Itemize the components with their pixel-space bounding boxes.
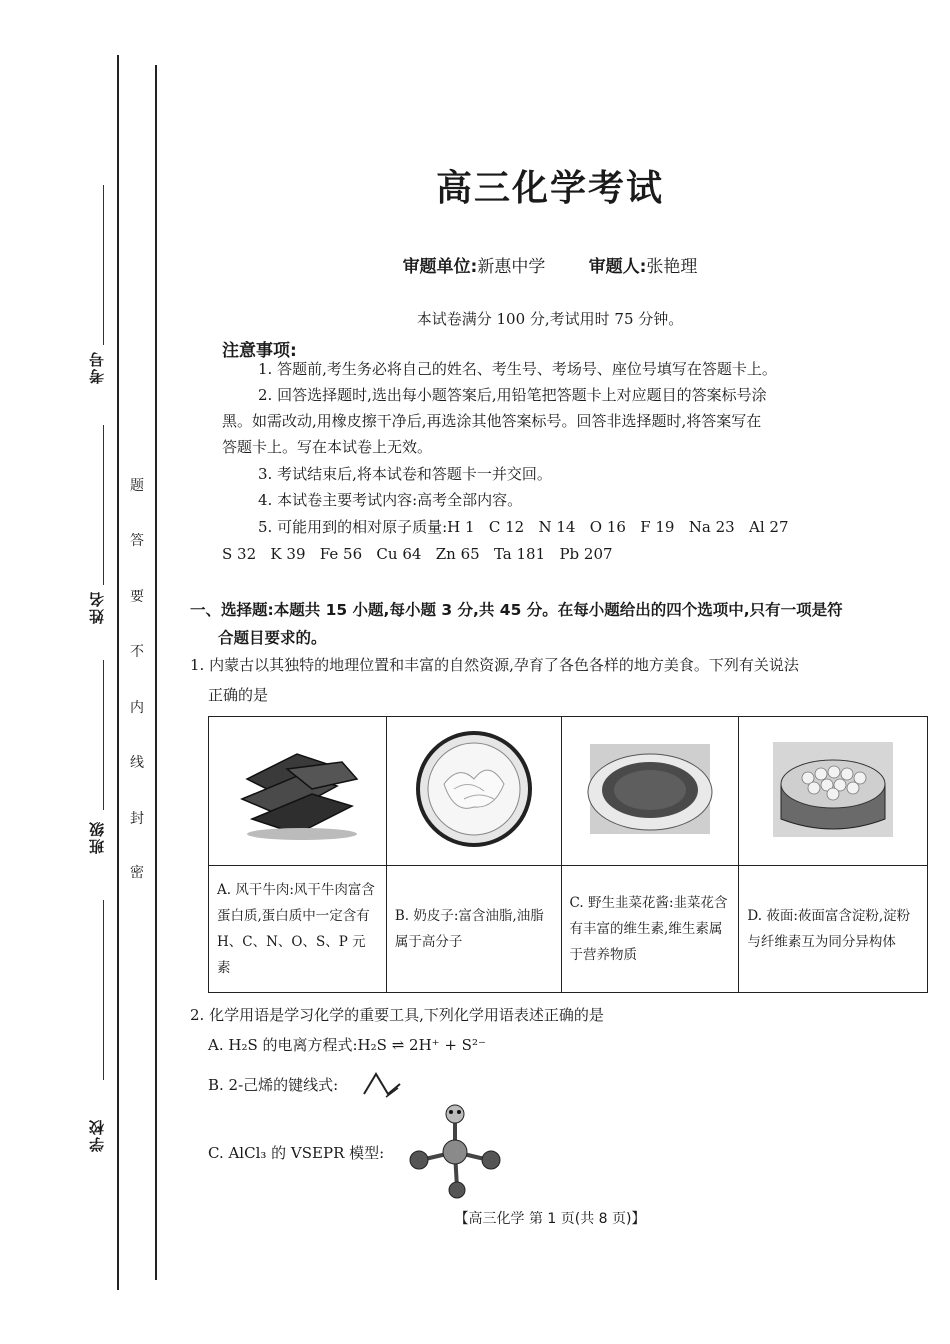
oat-noodle-steamer-image (763, 734, 903, 844)
seal-char: 题 (130, 478, 144, 494)
notice-heading: 注意事项: (222, 341, 297, 361)
food-image-milk-skin (386, 717, 561, 866)
q2-option-a: A. H₂S 的电离方程式:H₂S ⇌ 2H⁺ + S²⁻ (208, 1036, 486, 1054)
food-image-chive-sauce (561, 717, 739, 866)
seal-char: 要 (130, 589, 144, 605)
notice-item: 3. 考试结束后,将本试卷和答题卡一并交回。 (258, 465, 552, 483)
section-heading (190, 596, 930, 652)
name-label: 姓名 (88, 590, 106, 624)
school-blank (103, 900, 104, 1080)
notice-item: 1. 答题前,考生务必将自己的姓名、考生号、考场号、座位号填写在答题卡上。 (258, 360, 777, 378)
reviewer-unit-label: 审题单位: (402, 257, 478, 277)
q1-option-d: D. 莜面:莜面富含淀粉,淀粉与纤维素互为同分异构体 (739, 866, 928, 993)
q2-option-c: C. AlCl₃ 的 VSEPR 模型: (208, 1144, 385, 1162)
notice-item: 4. 本试卷主要考试内容:高考全部内容。 (258, 491, 523, 509)
page-footer: 【高三化学 第 1 页(共 8 页)】 (454, 1211, 646, 1227)
school-label: 学校 (88, 1118, 106, 1152)
class-label: 班级 (88, 820, 106, 854)
notice-item: 5. 可能用到的相对原子质量:H 1 C 12 N 14 O 16 F 19 Na 23 Al 27 (258, 518, 789, 536)
seal-char: 线 (130, 755, 144, 771)
seal-char: 答 (130, 533, 144, 549)
binding-line-right (155, 65, 157, 1280)
q2-option-b: B. 2-己烯的键线式: (208, 1076, 339, 1094)
q2-stem: 2. 化学用语是学习化学的重要工具,下列化学用语表述正确的是 (190, 1006, 604, 1024)
food-image-oat-noodle (739, 717, 928, 866)
q1-stem-cont: 正确的是 (208, 686, 269, 704)
notice-item: 黑。如需改动,用橡皮擦干净后,再选涂其他答案标号。回答非选择题时,将答案写在 (222, 412, 762, 430)
exam-number-label: 考号 (88, 350, 106, 384)
section-heading-line: 合题目要求的。 (218, 629, 327, 647)
seal-char: 内 (130, 700, 144, 716)
class-blank (103, 660, 104, 810)
section-heading-line: 一、选择题:本题共 15 小题,每小题 3 分,共 45 分。在每小题给出的四个选项中,只有一项是符 (190, 601, 843, 619)
seal-char: 密 (130, 865, 144, 881)
reviewer-line (0, 252, 950, 277)
notice-item: S 32 K 39 Fe 56 Cu 64 Zn 65 Ta 181 Pb 207 (222, 545, 613, 563)
dried-beef-image (227, 734, 367, 844)
exam-title: 高三化学考试 (435, 168, 664, 209)
notice-item: 答题卡上。写在本试卷上无效。 (222, 438, 433, 456)
name-blank (103, 425, 104, 585)
food-image-beef (209, 717, 387, 866)
score-time-line: 本试卷满分 100 分,考试用时 75 分钟。 (416, 310, 684, 328)
q1-food-table (208, 716, 928, 993)
milk-skin-image (409, 729, 539, 849)
reviewer-label: 审题人: (588, 257, 647, 277)
q1-option-c: C. 野生韭菜花酱:韭菜花含有丰富的维生素,维生素属于营养物质 (561, 866, 739, 993)
q1-stem: 1. 内蒙古以其独特的地理位置和丰富的自然资源,孕育了各色各样的地方美食。下列有关说法 (190, 656, 799, 674)
chive-sauce-image (580, 734, 720, 844)
reviewer-unit: 新惠中学 (477, 257, 546, 277)
q1-option-a: A. 风干牛肉:风干牛肉富含蛋白质,蛋白质中一定含有 H、C、N、O、S、P 元素 (209, 866, 387, 993)
seal-char: 不 (130, 644, 144, 660)
seal-char: 封 (130, 811, 144, 827)
q1-option-b: B. 奶皮子:富含油脂,油脂属于高分子 (386, 866, 561, 993)
binding-line-left (117, 55, 119, 1290)
reviewer-name: 张艳理 (646, 257, 698, 277)
vsepr-model-icon (405, 1102, 505, 1202)
notice-item: 2. 回答选择题时,选出每小题答案后,用铅笔把答题卡上对应题目的答案标号涂 (258, 386, 767, 404)
hexene-skeletal-formula (362, 1066, 402, 1102)
